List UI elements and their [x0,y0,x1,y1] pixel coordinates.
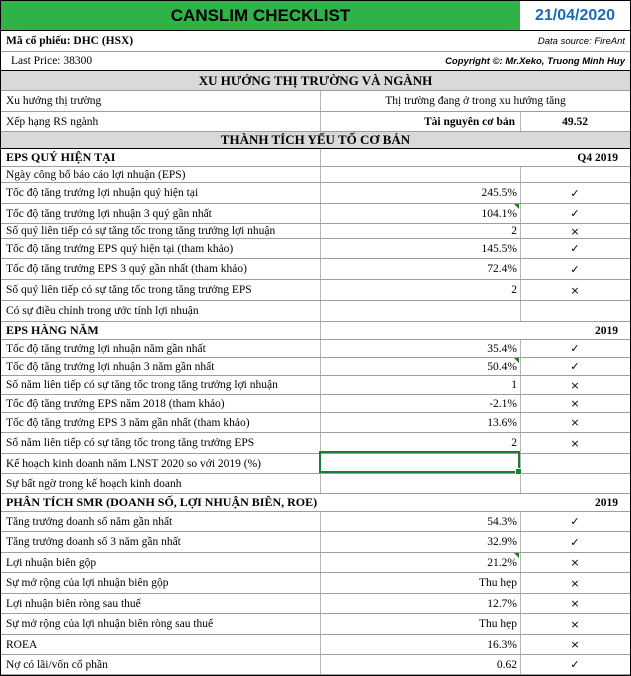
fundamental-section-title[interactable]: THÀNH TÍCH YẾU TỐ CƠ BẢN [220,132,411,147]
row-label[interactable]: Có sự điều chỉnh trong ước tính lợi nhuận [6,305,199,317]
checklist-row [1,573,630,594]
eps-quarter-title[interactable]: EPS QUÝ HIỆN TẠI [6,150,116,164]
active-cell-selection[interactable] [319,451,520,473]
cross-mark-icon[interactable]: × [570,576,580,590]
cross-mark-icon[interactable]: × [570,436,580,450]
eps-year-header [1,322,630,340]
cross-mark-icon[interactable]: × [570,378,580,392]
checklist-row [1,224,630,239]
row-value[interactable]: Thu hẹp [478,577,517,589]
checklist-row [1,376,630,395]
check-mark-icon[interactable]: ✓ [570,262,580,276]
cross-mark-icon[interactable]: × [570,638,580,651]
row-label[interactable]: Số quý liên tiếp có sự tăng tốc trong tăng trưởng EPS [6,284,252,296]
market-trend-value[interactable]: Thị trường đang ở trong xu hướng tăng [385,95,566,107]
checklist-row [1,532,630,553]
row-label[interactable]: Số năm liên tiếp có sự tăng tốc trong tăng trưởng lợi nhuận [6,379,278,391]
row-value[interactable]: 35.4% [487,342,517,355]
comment-indicator-icon [514,553,519,558]
row-label[interactable]: Số quý liên tiếp có sự tăng tốc trong tăng trưởng lợi nhuận [6,225,276,237]
copyright[interactable]: Copyright ©: Mr.Xeko, Truong Minh Huy [445,55,625,67]
cross-mark-icon[interactable]: × [570,224,580,238]
row-value[interactable]: 72.4% [487,263,517,275]
row-label[interactable]: Tốc độ tăng trưởng EPS năm 2018 (tham khảo) [6,397,225,410]
status-cell[interactable] [520,454,630,473]
checklist-row [1,474,630,494]
checklist-row [1,433,630,454]
row-value[interactable]: 2 [511,437,517,449]
checklist-row [1,167,630,183]
cross-mark-icon[interactable]: × [570,617,580,631]
row-value[interactable]: 104.1% [321,204,519,223]
row-value[interactable]: 0.62 [496,658,517,671]
check-mark-icon[interactable]: ✓ [570,515,580,528]
checklist-row [1,183,630,204]
row-label[interactable]: Nợ có lãi/vốn cổ phần [6,658,108,671]
report-date[interactable]: 21/04/2020 [520,1,630,30]
title-row [1,1,630,31]
check-mark-icon[interactable]: ✓ [570,186,580,200]
cross-mark-icon[interactable]: × [570,597,580,610]
row-value[interactable]: 16.3% [487,638,517,651]
comment-indicator-icon [514,358,519,363]
cross-mark-icon[interactable]: × [570,556,580,569]
fill-handle[interactable] [515,468,522,475]
checklist-row [1,635,630,655]
check-mark-icon[interactable]: ✓ [570,242,580,255]
row-label[interactable]: ROEA [6,638,38,651]
row-value[interactable]: 50.4% [321,358,519,375]
row-value[interactable]: -2.1% [489,397,517,410]
ticker-row [1,31,630,52]
smr-period[interactable]: 2019 [595,496,618,509]
eps-year-period[interactable]: 2019 [595,324,618,337]
row-value[interactable]: 32.9% [487,536,517,548]
smr-title[interactable]: PHÂN TÍCH SMR (DOANH SỐ, LỢI NHUẬN BIÊN, ROE) [6,495,318,509]
row-value[interactable]: 54.3% [487,515,517,528]
checklist-row [1,280,630,301]
row-value[interactable]: 2 [511,225,517,237]
row-value[interactable]: 1 [511,379,517,391]
row-label[interactable]: Sự mở rộng của lợi nhuận biên ròng sau thuế [6,618,214,630]
data-source[interactable]: Data source: FireAnt [537,35,625,47]
row-value[interactable]: 245.5% [481,187,517,199]
eps-quarter-header [1,149,630,167]
row-label[interactable]: Tốc độ tăng trưởng EPS 3 năm gần nhất (tham khảo) [6,416,250,429]
ticker-label[interactable]: Mã cổ phiếu: DHC (HSX) [6,35,134,47]
row-label[interactable]: Số năm liên tiếp có sự tăng tốc trong tăng trưởng EPS [6,437,255,449]
check-mark-icon[interactable]: ✓ [570,535,580,549]
checklist-row [1,454,630,474]
row-label[interactable]: Ngày công bố báo cáo lợi nhuận (EPS) [6,168,186,181]
eps-year-title[interactable]: EPS HÀNG NĂM [6,323,99,337]
row-label[interactable]: Tốc độ tăng trưởng EPS quý hiện tại (tham khảo) [6,242,234,255]
eps-quarter-period[interactable]: Q4 2019 [577,151,618,164]
checklist-row [1,594,630,614]
row-value[interactable] [321,301,519,321]
row-value[interactable]: 2 [511,284,517,296]
row-label[interactable]: Sự mở rộng của lợi nhuận biên gộp [6,577,169,589]
rs-value[interactable]: 49.52 [562,115,588,128]
cross-mark-icon[interactable]: × [570,416,580,429]
check-mark-icon[interactable]: ✓ [570,342,580,355]
checklist-row [1,655,630,675]
market-section-header [1,71,630,91]
checklist-row [1,204,630,224]
comment-indicator-icon [514,204,519,209]
fundamental-section-header [1,132,630,149]
row-label[interactable]: Lợi nhuận biên gộp [6,556,97,569]
last-price[interactable]: Last Price: 38300 [11,55,93,67]
checklist-row [1,395,630,413]
cross-mark-icon[interactable]: × [570,397,580,410]
row-label[interactable]: Tốc độ tăng trưởng lợi nhuận 3 quý gần nhất [6,207,212,220]
checklist-row [1,358,630,376]
row-label[interactable]: Lợi nhuận biên ròng sau thuế [6,597,141,610]
checklist-row [1,553,630,573]
row-label[interactable]: Tốc độ tăng trưởng lợi nhuận năm gần nhất [6,342,206,355]
check-mark-icon[interactable]: ✓ [570,207,580,220]
smr-header [1,494,630,512]
row-label[interactable]: Tốc độ tăng trưởng EPS 3 quý gần nhất (tham khảo) [6,263,247,275]
status-cell[interactable] [520,301,630,321]
check-mark-icon[interactable]: ✓ [570,658,580,671]
check-mark-icon[interactable]: ✓ [570,360,580,373]
row-label[interactable]: Tốc độ tăng trưởng lợi nhuận 3 năm gần nhất [6,360,215,373]
row-value[interactable]: 21.2% [321,553,519,572]
row-label[interactable]: Sự bất ngờ trong kế hoạch kinh doanh [6,477,182,490]
checklist-title[interactable]: CANSLIM CHECKLIST [170,5,351,25]
checklist-row [1,614,630,635]
status-cell[interactable] [520,474,630,493]
row-value[interactable] [321,474,519,493]
rs-industry[interactable]: Tài nguyên cơ bản [423,115,515,128]
checklist-row [1,413,630,433]
checklist-row [1,512,630,532]
row-value[interactable] [321,167,519,182]
market-section-title[interactable]: XU HƯỚNG THỊ TRƯỜNG VÀ NGÀNH [198,72,433,88]
rs-row [1,112,630,132]
checklist-row [1,239,630,259]
checklist-row [1,340,630,358]
row-label[interactable]: Tăng trưởng doanh số năm gần nhất [6,515,173,528]
checklist-row [1,259,630,280]
row-value[interactable]: 13.6% [487,416,517,429]
status-cell[interactable] [520,167,630,182]
row-value[interactable]: 145.5% [481,242,517,255]
market-trend-label[interactable]: Xu hướng thị trường [6,95,102,107]
rs-label[interactable]: Xếp hạng RS ngành [6,115,99,128]
row-label[interactable]: Tốc độ tăng trưởng lợi nhuận quý hiện tại [6,187,199,199]
cross-mark-icon[interactable]: × [570,283,580,297]
row-value[interactable]: Thu hẹp [478,618,517,630]
row-label[interactable]: Tăng trưởng doanh số 3 năm gần nhất [6,536,181,548]
price-row [1,52,630,71]
market-trend-row [1,91,630,112]
row-label[interactable]: Kế hoạch kinh doanh năm LNST 2020 so với 2019 (%) [6,457,261,470]
checklist-row [1,301,630,322]
row-value[interactable]: 12.7% [487,597,517,610]
